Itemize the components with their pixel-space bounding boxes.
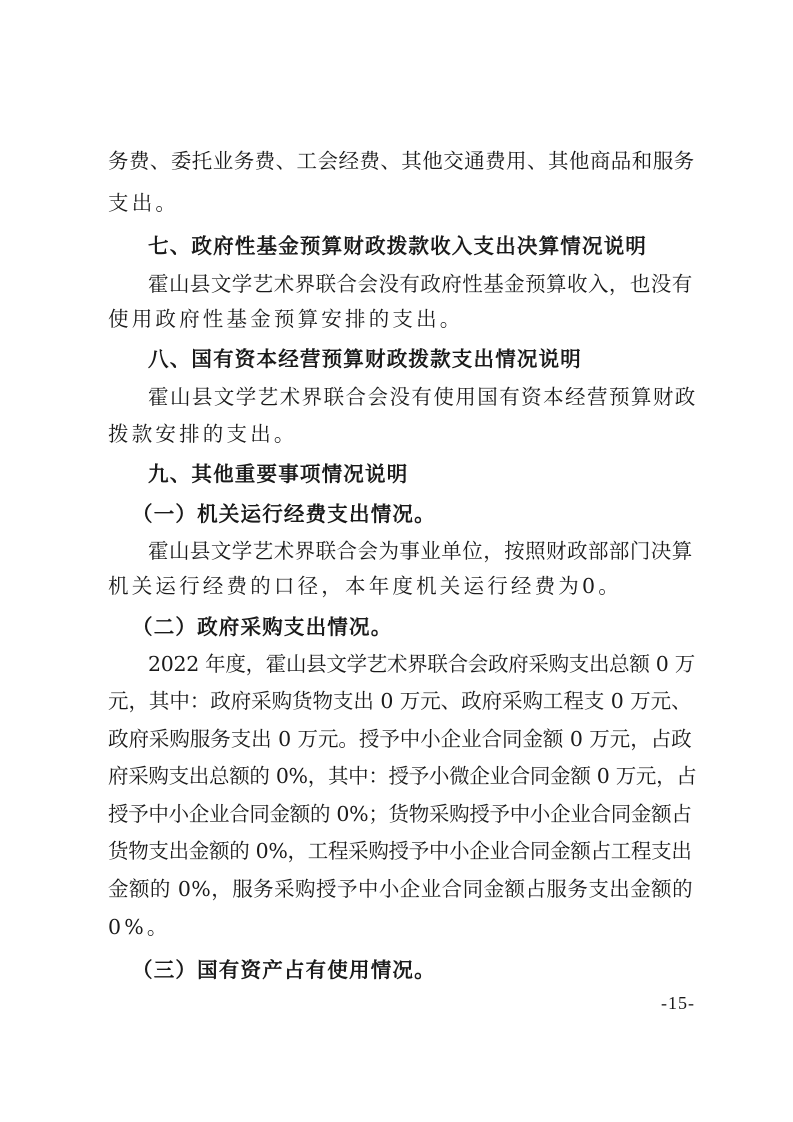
section-heading-8: 八、国有资本经营预算财政拨款支出情况说明: [148, 347, 582, 371]
paragraph-line: 货物支出金额的 0%，工程采购授予中小企业合同金额占工程支出: [108, 839, 692, 863]
subsection-heading-3: （三）国有资产占有使用情况。: [132, 958, 436, 982]
paragraph-line: 使用政府性基金预算安排的支出。: [108, 307, 464, 331]
paragraph-line: 授予中小企业合同金额的 0%；货物采购授予中小企业合同金额占: [108, 802, 692, 826]
paragraph-line: 霍山县文学艺术界联合会没有使用国有资本经营预算财政: [148, 385, 697, 409]
section-heading-7: 七、政府性基金预算财政拨款收入支出决算情况说明: [148, 234, 648, 258]
subsection-heading-2: （二）政府采购支出情况。: [132, 615, 393, 639]
paragraph-line: 0%。: [108, 915, 171, 939]
subsection-heading-1: （一）机关运行经费支出情况。: [132, 502, 436, 526]
paragraph-line: 霍山县文学艺术界联合会为事业单位，按照财政部部门决算: [148, 539, 693, 563]
paragraph-line: 支出。: [108, 191, 180, 215]
paragraph-line: 府采购支出总额的 0%，其中：授予小微企业合同金额 0 万元，占: [108, 764, 697, 788]
section-heading-9: 九、其他重要事项情况说明: [148, 462, 409, 486]
paragraph-line: 元，其中：政府采购货物支出 0 万元、政府采购工程支 0 万元、: [108, 689, 692, 713]
paragraph-line: 政府采购服务支出 0 万元。授予中小企业合同金额 0 万元，占政: [108, 727, 692, 751]
paragraph-line: 拨款安排的支出。: [108, 422, 298, 446]
page-number: -15-: [661, 993, 695, 1013]
paragraph-line: 金额的 0%，服务采购授予中小企业合同金额占服务支出金额的: [108, 877, 694, 901]
paragraph-line: 2022 年度，霍山县文学艺术界联合会政府采购支出总额 0 万: [148, 652, 695, 676]
paragraph-line: 霍山县文学艺术界联合会没有政府性基金预算收入，也没有: [148, 272, 693, 296]
paragraph-line: 机关运行经费的口径，本年度机关运行经费为0。: [108, 574, 622, 598]
paragraph-line: 务费、委托业务费、工会经费、其他交通费用、其他商品和服务: [108, 149, 695, 173]
